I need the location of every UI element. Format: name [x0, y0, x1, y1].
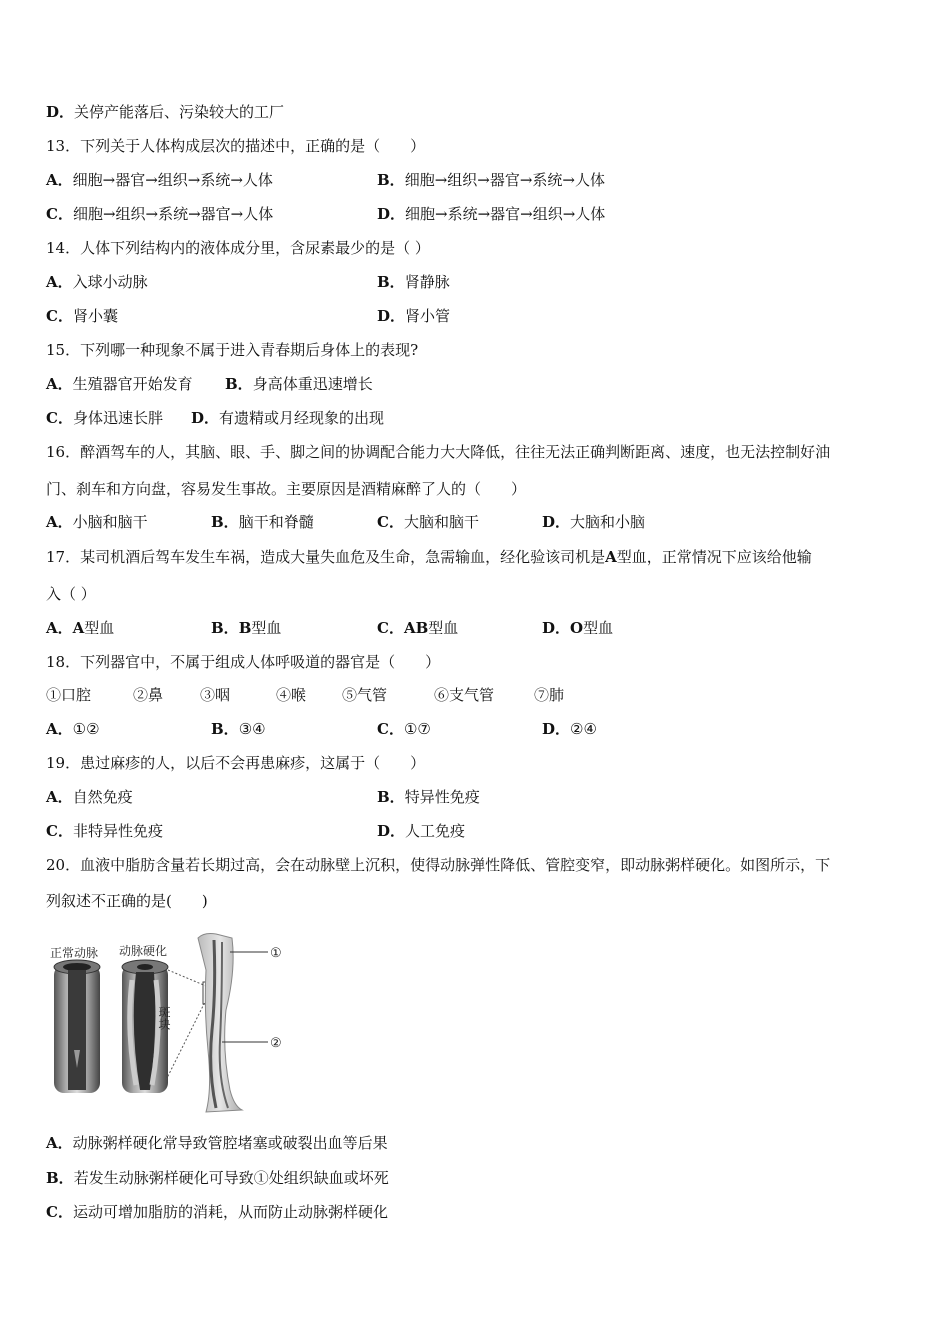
q16-option-b: B．脑干和脊髓 — [211, 513, 314, 531]
marker-2: ② — [270, 1036, 282, 1051]
q20-option-b: B．若发生动脉粥样硬化可导致①处组织缺血或坏死 — [46, 1169, 389, 1187]
q19-option-a: A．自然免疫 — [46, 788, 133, 806]
q18-option-d: D．②④ — [542, 720, 597, 738]
q19-option-c: C．非特异性免疫 — [46, 822, 163, 840]
q17-option-c: C．AB型血 — [377, 619, 459, 637]
q17-option-b: B．B型血 — [211, 619, 282, 637]
label-plaque: 斑块 — [157, 1006, 171, 1030]
label-hardened-artery: 动脉硬化 — [119, 944, 168, 958]
q15-option-c: C．身体迅速长胖 — [46, 409, 163, 427]
q18-option-b: B．③④ — [211, 720, 266, 738]
q15-option-d: D．有遗精或月经现象的出现 — [191, 409, 385, 427]
q16-option-d: D．大脑和小脑 — [542, 513, 646, 531]
q17-option-a: A．A型血 — [46, 619, 115, 637]
q14-stem: 14．人体下列结构内的液体成分里，含尿素最少的是（ ） — [46, 239, 430, 257]
option-letter: D． — [46, 103, 75, 121]
q18-option-a: A．①② — [46, 720, 100, 738]
q18-organ: ①口腔 — [46, 686, 92, 704]
q13-option-d: D．细胞→系统→器官→组织→人体 — [377, 205, 606, 223]
q14-option-b: B．肾静脉 — [377, 273, 450, 291]
q16-stem-line1: 16．醉酒驾车的人，其脑、眼、手、脚之间的协调配合能力大大降低，往往无法正确判断距离、速度，也无法控制好油 — [46, 443, 831, 461]
q18-organ: ③咽 — [200, 686, 231, 704]
q19-option-d: D．人工免疫 — [377, 822, 466, 840]
q15-option-b: B．身高体重迅速增长 — [225, 375, 373, 393]
q19-stem: 19．患过麻疹的人，以后不会再患麻疹，这属于（ ） — [46, 754, 426, 772]
leg-illustration — [198, 934, 242, 1113]
q16-stem-line2: 门、刹车和方向盘，容易发生事故。主要原因是酒精麻醉了人的（ ） — [46, 480, 527, 498]
q18-organ: ⑦肺 — [534, 686, 565, 704]
q18-organ: ④喉 — [276, 686, 307, 704]
q17-stem-line2: 入（ ） — [46, 585, 96, 603]
q17-stem-line1: 17．某司机酒后驾车发生车祸，造成大量失血危及生命，急需输血，经化验该司机是A型血，正常情况下应该给他输 — [46, 548, 812, 566]
q18-option-c: C．①⑦ — [377, 720, 431, 738]
q20-stem-line2: 列叙述不正确的是( ) — [46, 892, 208, 910]
q13-stem: 13．下列关于人体构成层次的描述中，正确的是（ ） — [46, 137, 426, 155]
prev-option-d — [46, 102, 284, 122]
q13-option-c: C．细胞→组织→系统→器官→人体 — [46, 205, 274, 223]
artery-illustration — [46, 930, 296, 1115]
q20-stem-line1: 20．血液中脂肪含量若长期过高，会在动脉壁上沉积，使得动脉弹性降低、管腔变窄，即动脉粥样硬化。如图所示，下 — [46, 856, 831, 874]
q18-stem: 18．下列器官中，不属于组成人体呼吸道的器官是（ ） — [46, 653, 441, 671]
q13-option-a: A．细胞→器官→组织→系统→人体 — [46, 171, 273, 189]
q20-option-a: A．动脉粥样硬化常导致管腔堵塞或破裂出血等后果 — [46, 1134, 388, 1152]
q14-option-d: D．肾小管 — [377, 307, 451, 325]
label-normal-artery: 正常动脉 — [50, 946, 99, 960]
q14-option-a: A．入球小动脉 — [46, 273, 148, 291]
normal-artery-tube — [54, 960, 100, 1093]
q16-option-c: C．大脑和脑干 — [377, 513, 479, 531]
artery-figure — [46, 930, 296, 1115]
q18-organ: ②鼻 — [133, 686, 164, 704]
marker-1: ① — [270, 946, 282, 961]
q18-organ: ⑤气管 — [342, 686, 388, 704]
q18-organ: ⑥支气管 — [434, 686, 495, 704]
q17-option-d: D．O型血 — [542, 619, 614, 637]
q20-option-c: C．运动可增加脂肪的消耗，从而防止动脉粥样硬化 — [46, 1203, 388, 1221]
q13-option-b: B．细胞→组织→器官→系统→人体 — [377, 171, 605, 189]
q15-option-a: A．生殖器官开始发育 — [46, 375, 193, 393]
q16-option-a: A．小脑和脑干 — [46, 513, 148, 531]
q15-stem: 15．下列哪一种现象不属于进入青春期后身体上的表现? — [46, 341, 419, 359]
q19-option-b: B．特异性免疫 — [377, 788, 480, 806]
q14-option-c: C．肾小囊 — [46, 307, 118, 325]
option-text: 关停产能落后、污染较大的工厂 — [74, 103, 285, 121]
